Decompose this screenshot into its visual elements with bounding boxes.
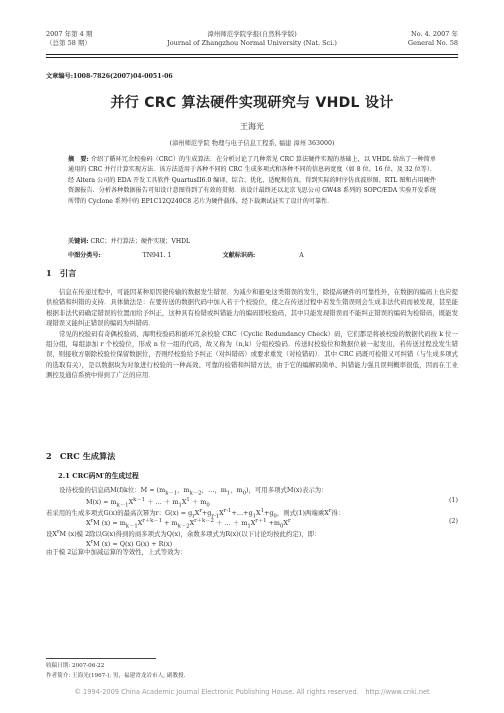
message-def: 设待校验的信息码M(f)k位：M = (m: [59, 486, 166, 494]
equation-2-text: X: [86, 519, 91, 528]
abstract-label: 摘 要:: [68, 156, 89, 163]
header-number-issue: No. 4. 2007 年: [411, 30, 458, 38]
paper-author: 王海光: [240, 122, 264, 131]
footnote-rule: [46, 658, 156, 659]
header-rule-thick: [46, 54, 458, 55]
body-line-remainder: 设$X^rM$ (x)模 2除以G(x)得到的商多项式为Q(x)，余数多项式为R(x)(以下讨论均按此约定)，即：: [46, 528, 321, 538]
header-journal-en: Journal of Zhangzhou Normal University (Nat. Sci.): [167, 39, 337, 47]
keywords-text: CRC；并行算法；硬件实现；VHDL: [90, 238, 191, 245]
body-line-mod2: 由于模 2运算中加减运算的等效性，上式等效为：: [46, 548, 187, 557]
remainder-def: 设X: [46, 529, 57, 538]
classification-line: [68, 250, 436, 259]
header-issue-year: 2007 年第 4 期: [46, 30, 93, 38]
header-number: [408, 30, 458, 48]
intro-paragraph-2: 常见的校验码有奇偶校验码、海明校验码和循环冗余校验 CRC（Cyclic Redundancy Check）码，它们都是将被校验的数据代码按 k 位一组分组，每组添加 r 个校验位，形成 n 位一组的代码，故又称为（n,k）分组校验码．传送时校验位和数据位被一起发出，若传送过程没发生错误，则接收方剔除校验位保留数据位，否则经校验给予纠正（对纠错码）或要求重发（对检错码）．其中 CRC 码既可检错又可纠错（与生成多项式的选取有关），是以数据块为对象进行校验的一种高效、可靠的检错和纠错方法，由于它的编解码简单、纠错能力强且误判概率很低，因而在工业测控及通信系统中得到了广泛的应用．: [46, 329, 458, 380]
body-line-generator: 若采用的生成多项式G(x)的最高次幂为r：$G(x) = g_rX^r+g_{r-1}X^{r-1}+\dots+g_1X^1+g_0$，则式(1)两端乘$X^r$得：: [46, 507, 345, 520]
equation-2: $X^rM$ $(x) = m_{k-1}X^{r+k-1} + m_{k-2}X^{r+k-2}$ ＋ … ＋ $m_1X^{r+1} +m_0X^r$ (2): [86, 517, 458, 530]
article-number: 文章编号:1008-7826(2007)04-0051-06: [46, 73, 173, 80]
subsection-heading-crc-generation: 2.1 CRC码M′的生成过程: [58, 472, 139, 480]
header-journal: [46, 30, 458, 48]
running-header: [46, 30, 458, 54]
equation-2-number: (2): [448, 517, 458, 526]
clc-label: 中图分类号:: [68, 252, 101, 259]
section-crc-body: [46, 485, 458, 558]
author-affiliation: (漳州师范学院 物理与电子信息工程系, 福建 漳州 363000): [169, 140, 335, 147]
intro-paragraph-1: 信息在传递过程中，可能因某种原因使传输的数据发生错误．为减少和避免这类错误的发生，除提高硬件的可靠性外，在数据的编码上也应提供检错和纠错的支持．具体做法是：在要传送的数据代码中加入若干个校验位，使之在传送过程中若发生错误则会生成非法代码而被发现，甚至能根据非法代码确定错误的位置而给予纠正，这种具有检错或纠错能力的编码即校验码，其中只能发现错误而不能纠正错误的编码为检错码，既能发现错误又能纠正错误的编码为纠错码．: [46, 288, 458, 328]
abstract-text: 介绍了循环冗余校验码（CRC）的生成算法．在分析讨论了几种常见 CRC 算法硬件实现的基础上，以 VHDL 给出了一种简单通用的 CRC 并行计算实现方法．该方法适用于各种不同的 CRC 生成多项式和各种不同的信息码宽度（如 8 位、16 位、及 32 位等）．经 Altera 公司的 EDA 开发工具软件 QuartusII6.0 编译、综合、优化、适配和仿真，得到实际的时序仿真波形图、RTL 图和占用硬件资源报告．分析各种数据报告可知设计意图得到了有效的贯彻．该设计最终还以北京飞思公司 GW48 系列的 SOPC/EDA 实验开发系统所带的 Cyclone 系列中的 EP1C12Q240C8 芯片为硬件载体，经下载测试证实了设计的可靠性．: [68, 156, 437, 205]
equation-3-text: X: [86, 540, 91, 549]
section-intro-body: [46, 287, 458, 381]
paper-title: 并行 CRC 算法硬件实现研究与 VHDL 设计: [110, 95, 394, 111]
copyright-footer: © 1994-2009 China Academic Journal Electronic Publishing House. All rights reserved. http://www.cnki.net: [74, 688, 430, 696]
header-journal-cn: 漳州师范学院学报(自然科学版): [207, 30, 297, 38]
equation-1-number: (1): [448, 496, 458, 505]
keywords: [68, 236, 436, 245]
body-line-message: 设待校验的信息码M(f)k位：$M = (m_{k-1}$，$m_{k-2}$，…，$m_1$，$m_0$)，可用多项式M(x)表示为：: [59, 486, 328, 497]
doc-code-label: 文献标识码:: [222, 252, 256, 259]
equation-1: $M(x) = m_{k-1}X^{k-1}$ ＋ … ＋ $m_1X^1 + m_0$ (1): [86, 496, 458, 509]
section-heading-crc: 2 CRC 生成算法: [46, 451, 116, 461]
header-rule-thin: [46, 57, 458, 58]
header-issue-total: （总第 58 期）: [46, 39, 91, 47]
section-heading-intro: 1 引言: [46, 268, 77, 278]
generator-def: 若采用的生成多项式G(x)的最高次幂为r：G(x) = g: [46, 508, 193, 517]
equation-1-text: M(x) = m: [86, 498, 117, 507]
doc-code-value: A: [299, 252, 304, 259]
header-number-general: General No. 58: [407, 39, 458, 47]
keywords-label: 关键词:: [68, 238, 89, 245]
footnote-author-bio: 作者简介: 王海光(1967-), 男，福建省龙岩市人, 副教授.: [46, 673, 186, 679]
footnote-received: 收稿日期: 2007-06-22: [46, 663, 105, 669]
equation-3: $X^rM$ (x) = Q(x) G(x) + R(x): [86, 538, 173, 549]
clc-value: TN941. 1: [142, 252, 172, 259]
abstract: [68, 155, 436, 207]
